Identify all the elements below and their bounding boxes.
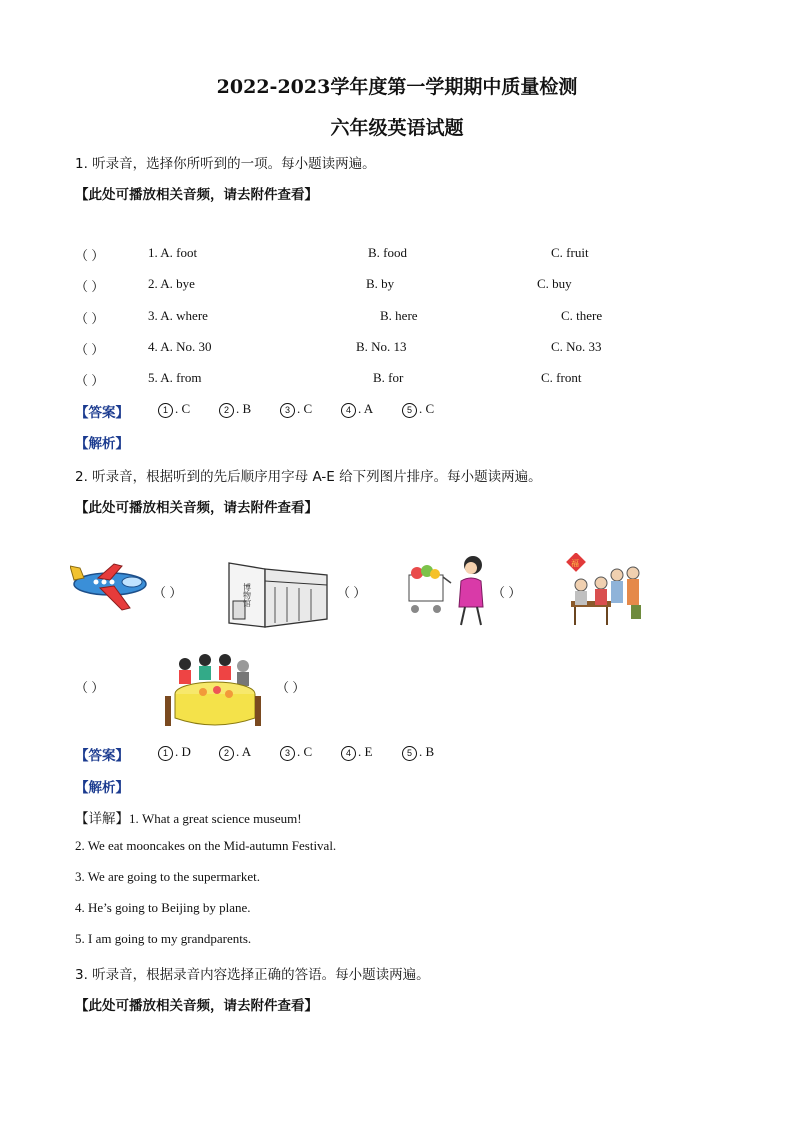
- q1-analysis-label: 【解析】: [75, 436, 129, 452]
- festival-dinner-picture: [163, 650, 263, 730]
- q1-answer-2: 2 . B: [219, 401, 251, 418]
- q2-answer-label: 【答案】: [75, 748, 129, 764]
- page-subtitle: 六年级英语试题: [330, 117, 464, 139]
- q1-row-5-c: C. front: [541, 370, 582, 385]
- q1-row-4-b: B. No. 13: [356, 339, 407, 354]
- q2-detail-4: 4. He’s going to Beijing by plane.: [75, 900, 251, 915]
- q1-stem: 1. 听录音，选择你所听到的一项。每小题读两遍。: [75, 156, 376, 172]
- q1-answer-label: 【答案】: [75, 405, 129, 421]
- q1-row-2-c: C. buy: [537, 276, 572, 291]
- q2-bracket-1[interactable]: （ ）: [153, 585, 183, 600]
- q2-answer-3: 3 . C: [280, 744, 312, 761]
- q1-bracket-2[interactable]: （ ）: [75, 279, 105, 294]
- q2-analysis-label: 【解析】: [75, 780, 129, 796]
- q2-bracket-4[interactable]: （ ）: [75, 680, 105, 695]
- q1-row-1-c: C. fruit: [551, 245, 589, 260]
- q2-audio-note[interactable]: 【此处可播放相关音频，请去附件查看】: [75, 500, 318, 516]
- q1-row-5-b: B. for: [373, 370, 404, 385]
- airplane-picture: [70, 560, 150, 618]
- supermarket-picture: [405, 553, 487, 629]
- q2-answer-2: 2 . A: [219, 744, 251, 761]
- q2-bracket-5[interactable]: （ ）: [276, 680, 306, 695]
- q1-row-2-b: B. by: [366, 276, 395, 291]
- q2-bracket-2[interactable]: （ ）: [337, 585, 367, 600]
- museum-sign: 博物馆: [242, 583, 252, 607]
- q1-answer-1: 1 . C: [158, 401, 190, 418]
- q2-answer-5: 5 . B: [402, 744, 434, 761]
- q3-stem: 3. 听录音，根据录音内容选择正确的答语。每小题读两遍。: [75, 967, 430, 983]
- q2-bracket-3[interactable]: （ ）: [492, 585, 522, 600]
- q1-audio-note[interactable]: 【此处可播放相关音频，请去附件查看】: [75, 187, 318, 203]
- q2-answer-1: 1 . D: [158, 744, 191, 761]
- q2-detail-2: 2. We eat mooncakes on the Mid-autumn Festival.: [75, 838, 337, 853]
- q1-answer-3: 3 . C: [280, 401, 312, 418]
- q1-row-2-a: 2. A. bye: [148, 276, 195, 291]
- q1-bracket-5[interactable]: （ ）: [75, 373, 105, 388]
- q2-answer-4: 4 . E: [341, 744, 372, 761]
- page-title: 2022-2023学年度第一学期期中质量检测: [216, 76, 578, 98]
- q1-row-3-c: C. there: [561, 308, 603, 323]
- q1-answer-5: 5 . C: [402, 401, 434, 418]
- q1-row-1-b: B. food: [368, 245, 407, 260]
- q2-detail-3: 3. We are going to the supermarket.: [75, 869, 260, 884]
- q1-row-4-c: C. No. 33: [551, 339, 602, 354]
- q1-bracket-1[interactable]: （ ）: [75, 248, 105, 263]
- q2-stem: 2. 听录音，根据听到的先后顺序用字母 A-E 给下列图片排序。每小题读两遍。: [75, 469, 542, 485]
- q1-row-5-a: 5. A. from: [148, 370, 202, 385]
- q3-audio-note[interactable]: 【此处可播放相关音频，请去附件查看】: [75, 998, 318, 1014]
- q2-detail-5: 5. I am going to my grandparents.: [75, 931, 252, 946]
- q1-row-3-b: B. here: [380, 308, 418, 323]
- q1-row-1-a: 1. A. foot: [148, 245, 198, 260]
- fu-sign: 福: [571, 559, 579, 568]
- q1-bracket-4[interactable]: （ ）: [75, 342, 105, 357]
- q1-answer-4: 4 . A: [341, 401, 373, 418]
- museum-picture: [225, 557, 330, 629]
- grandparents-picture: [561, 553, 649, 629]
- q2-detail-1: 【详解】1. What a great science museum!: [75, 811, 302, 827]
- q1-bracket-3[interactable]: （ ）: [75, 311, 105, 326]
- q1-row-4-a: 4. A. No. 30: [148, 339, 212, 354]
- q1-row-3-a: 3. A. where: [148, 308, 208, 323]
